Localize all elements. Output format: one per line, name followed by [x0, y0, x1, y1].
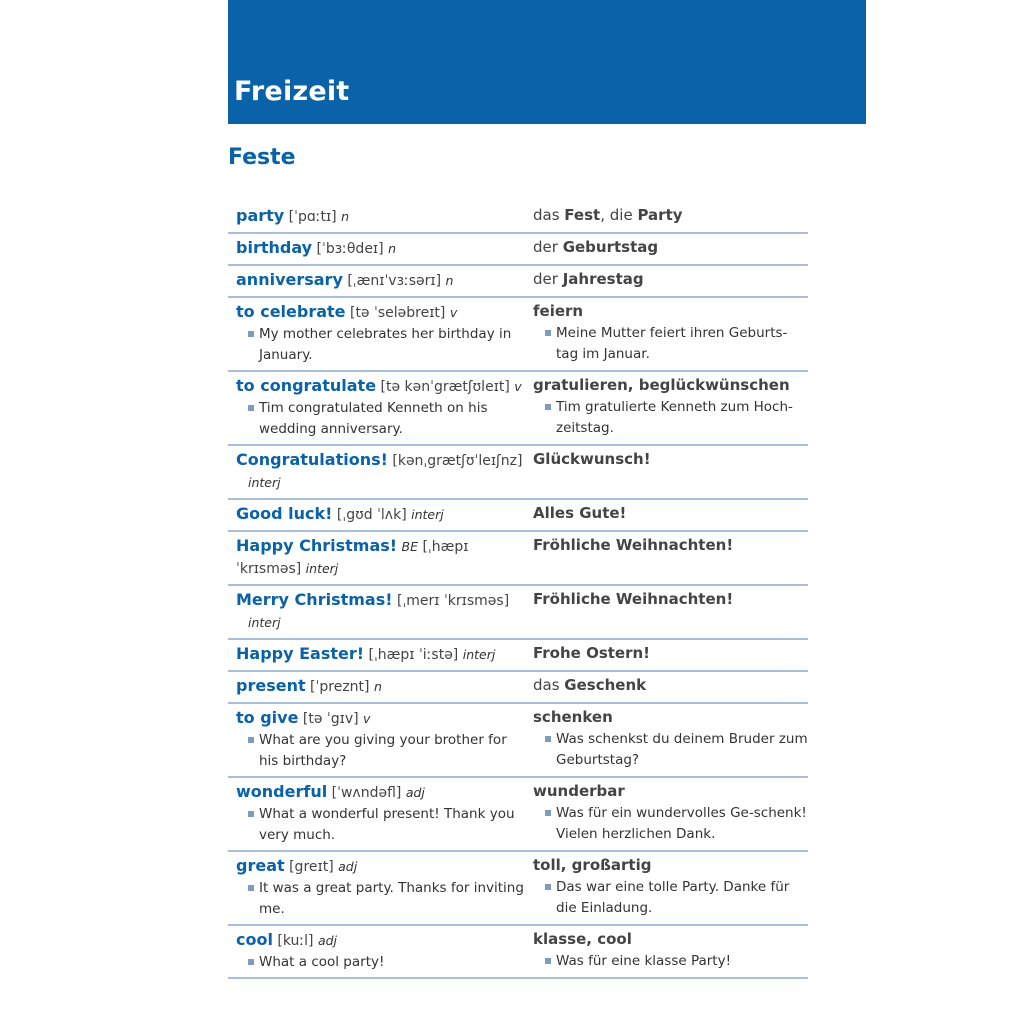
word-class: v — [363, 711, 371, 726]
headword: great — [236, 856, 285, 875]
pronunciation: [ˌænɪˈvɜːsərɪ] — [342, 273, 446, 289]
chapter-banner — [228, 0, 866, 124]
german-translation — [525, 205, 808, 228]
headword: wonderful — [236, 782, 328, 801]
translation-text: das — [533, 676, 565, 694]
vocab-row — [228, 234, 808, 266]
translation-text: Fest — [564, 206, 601, 224]
example-translation: Tim gratulierte Kenneth zum Hoch-zeitstag. — [533, 397, 808, 439]
vocab-row — [228, 852, 808, 926]
english-entry — [228, 855, 525, 920]
example-sentence: What a cool party! — [236, 952, 525, 973]
pronunciation: [ˈpreznt] — [305, 679, 374, 695]
english-entry — [228, 589, 525, 634]
german-translation — [525, 781, 808, 846]
example-sentence: What a wonderful present! Thank you very much. — [236, 804, 525, 846]
headword: party — [236, 206, 285, 225]
pronunciation: [ˌhæpɪ ˈiːstə] — [364, 647, 463, 663]
example-translation: Was schenkst du deinem Bruder zum Geburtstag? — [533, 729, 808, 771]
english-entry — [228, 781, 525, 846]
word-class: n — [341, 209, 350, 224]
german-translation — [525, 535, 808, 580]
german-translation — [525, 301, 808, 366]
word-class: v — [514, 379, 522, 394]
entry-continuation: interj — [248, 615, 281, 630]
pronunciation: [ˈbɜːθdeɪ] — [312, 241, 389, 257]
translation-text: Geburtstag — [562, 238, 659, 256]
translation-text: klasse, cool — [533, 930, 632, 948]
translation-text: Glückwunsch! — [533, 450, 651, 468]
vocabulary-table — [228, 202, 808, 979]
pronunciation: [ˌhæpɪ — [418, 539, 469, 555]
example-sentence: What are you giving your brother for his birthday? — [236, 730, 525, 772]
word-class: interj — [462, 647, 496, 662]
example-translation: Was für ein wundervolles Ge-schenk! Vielen herzlichen Dank. — [533, 803, 808, 845]
headword: to celebrate — [236, 302, 346, 321]
word-class: v — [449, 305, 458, 320]
german-translation — [525, 449, 808, 494]
bullet-icon — [248, 811, 254, 817]
translation-text: das — [533, 206, 565, 224]
headword: Happy Easter! — [236, 644, 365, 663]
english-entry — [228, 707, 525, 772]
translation-text: Fröhliche Weihnachten! — [533, 590, 734, 608]
german-translation — [525, 589, 808, 634]
german-translation — [525, 855, 808, 920]
english-entry — [228, 237, 525, 260]
vocab-row — [228, 640, 808, 672]
vocab-row — [228, 926, 808, 979]
english-entry — [228, 535, 525, 580]
headword: present — [236, 676, 306, 695]
word-class: n — [388, 241, 396, 256]
vocab-row — [228, 672, 808, 704]
vocab-row — [228, 446, 808, 500]
word-class: adj — [405, 785, 425, 800]
headword: Happy Christmas! — [236, 536, 398, 555]
bullet-icon — [545, 810, 551, 816]
german-translation — [525, 643, 808, 666]
word-class: n — [373, 679, 382, 694]
bullet-icon — [545, 404, 551, 410]
pronunciation: [kənˌgrætʃʊˈleɪʃnz] — [387, 453, 523, 469]
word-class: BE — [401, 539, 418, 554]
english-entry — [228, 675, 525, 698]
word-class: n — [445, 273, 454, 288]
example-sentence: It was a great party. Thanks for inviting me. — [236, 878, 525, 920]
translation-text: Party — [637, 206, 683, 224]
pronunciation: [tə ˈgɪv] — [298, 711, 364, 727]
translation-text: Fröhliche Weihnachten! — [533, 536, 734, 554]
pronunciation: [tə ˈseləbreɪt] — [345, 305, 450, 321]
headword: to give — [236, 708, 299, 727]
vocab-row — [228, 586, 808, 640]
bullet-icon — [545, 884, 551, 890]
german-translation — [525, 237, 808, 260]
bullet-icon — [248, 405, 254, 411]
section-title: Feste — [228, 145, 296, 170]
word-class: interj — [411, 507, 444, 522]
example-translation: Meine Mutter feiert ihren Geburts-tag im Januar. — [533, 323, 808, 365]
pronunciation: [tə kənˈgrætʃʊleɪt] — [376, 379, 515, 395]
headword: Merry Christmas! — [236, 590, 393, 609]
vocab-row — [228, 202, 808, 234]
bullet-icon — [248, 885, 254, 891]
pronunciation: [ˈwʌndəfl] — [327, 785, 406, 801]
headword: to congratulate — [236, 376, 377, 395]
english-entry — [228, 929, 525, 973]
vocab-row — [228, 532, 808, 586]
example-sentence: My mother celebrates her birthday in January. — [236, 324, 525, 366]
vocab-row — [228, 778, 808, 852]
pronunciation: [kuːl] — [272, 933, 318, 949]
english-entry — [228, 205, 525, 228]
german-translation — [525, 929, 808, 973]
bullet-icon — [545, 330, 551, 336]
translation-text: der — [533, 238, 563, 256]
german-translation — [525, 269, 808, 292]
english-entry — [228, 643, 525, 666]
bullet-icon — [545, 736, 551, 742]
pronunciation: [ˈpɑːtɪ] — [284, 209, 342, 225]
german-translation — [525, 675, 808, 698]
entry-continuation: ˈkrɪsməs] interj — [236, 561, 339, 577]
headword: anniversary — [236, 270, 343, 289]
pronunciation: [ˌgʊd ˈlʌk] — [332, 507, 412, 523]
english-entry — [228, 269, 525, 292]
vocab-row — [228, 298, 808, 372]
translation-text: Jahrestag — [562, 270, 644, 288]
translation-text: Alles Gute! — [533, 504, 627, 522]
translation-text: der — [533, 270, 563, 288]
translation-text: toll, großartig — [533, 856, 652, 874]
german-translation — [525, 375, 808, 440]
vocab-row — [228, 266, 808, 298]
bullet-icon — [545, 958, 551, 964]
translation-text: schenken — [533, 708, 613, 726]
vocab-row — [228, 500, 808, 532]
english-entry — [228, 449, 525, 494]
word-class: adj — [317, 933, 338, 948]
pronunciation: [ˌmerɪ ˈkrɪsməs] — [392, 593, 510, 609]
german-translation — [525, 503, 808, 526]
vocab-row — [228, 704, 808, 778]
headword: Congratulations! — [236, 450, 388, 469]
translation-text: wunderbar — [533, 782, 625, 800]
english-entry — [228, 301, 525, 366]
headword: birthday — [236, 238, 313, 257]
bullet-icon — [248, 959, 254, 965]
translation-text: , die — [600, 206, 638, 224]
example-sentence: Tim congratulated Kenneth on his wedding anniversary. — [236, 398, 525, 440]
bullet-icon — [248, 331, 254, 337]
vocab-row — [228, 372, 808, 446]
headword: cool — [236, 930, 273, 949]
entry-continuation: interj — [248, 475, 281, 490]
translation-text: feiern — [533, 302, 584, 320]
german-translation — [525, 707, 808, 772]
headword: Good luck! — [236, 504, 333, 523]
bullet-icon — [248, 737, 254, 743]
example-translation: Das war eine tolle Party. Danke für die Einladung. — [533, 877, 808, 919]
translation-text: gratulieren, beglückwünschen — [533, 376, 790, 394]
word-class: adj — [338, 859, 358, 874]
chapter-title: Freizeit — [234, 76, 350, 107]
pronunciation: [greɪt] — [284, 859, 339, 875]
english-entry — [228, 503, 525, 526]
example-translation: Was für eine klasse Party! — [533, 951, 808, 972]
translation-text: Frohe Ostern! — [533, 644, 651, 662]
translation-text: Geschenk — [564, 676, 647, 694]
english-entry — [228, 375, 525, 440]
